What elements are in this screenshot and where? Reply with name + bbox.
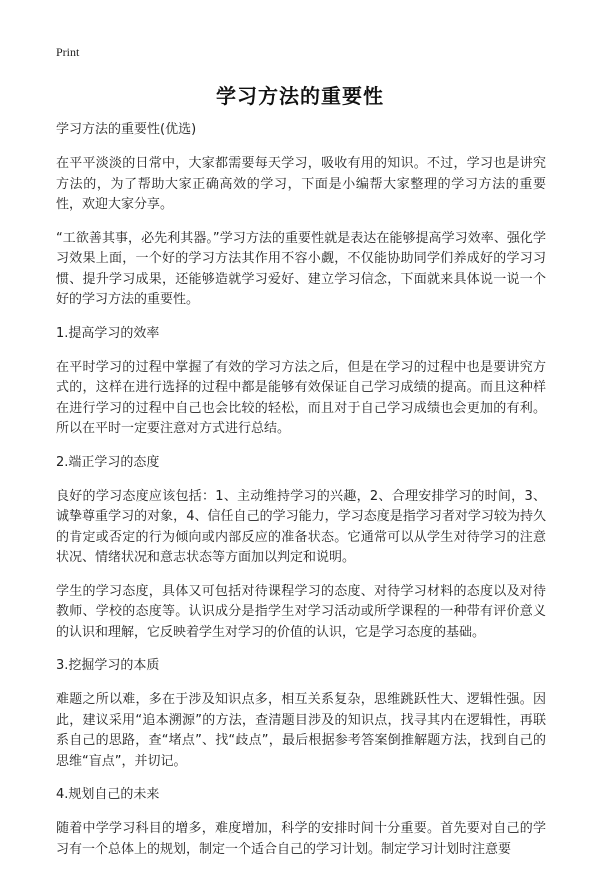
quote-paragraph: “工欲善其事，必先利其器。”学习方法的重要性就是表达在能够提高学习效率、强化学习效果上面，一个好的学习方法其作用不容小觑，不仅能协助同学们养成好的学习习惯、提升学习成果，还能够造就学习爱好、建立学习信念，下面就来具体说一说一个好的学习方法的重要性。 bbox=[56, 230, 546, 307]
section-heading-2: 2.端正学习的态度 bbox=[56, 454, 160, 470]
section-2-paragraph-2: 学生的学习态度，具体又可包括对待课程学习的态度、对待学习材料的态度以及对待教师、学校的态度等。认识成分是指学生对学习活动或所学课程的一种带有评价意义的认识和理解，它反映着学生对学习的价值的认识，它是学习态度的基础。 bbox=[56, 583, 546, 640]
section-1-paragraph-1: 在平时学习的过程中掌握了有效的学习方法之后，但是在学习的过程中也是要讲究方式的，这样在进行选择的过程中都是能够有效保证自己学习成绩的提高。而且这种样在进行学习的过程中自己也会比较的轻松，而且对于自己学习成绩也会更加的有利。所以在平时一定要注意对方式进行总结。 bbox=[56, 359, 546, 436]
intro-paragraph: 在平平淡淡的日常中，大家都需要每天学习，吸收有用的知识。不过，学习也是讲究方法的，为了帮助大家正确高效的学习，下面是小编帮大家整理的学习方法的重要性，欢迎大家分享。 bbox=[56, 156, 546, 212]
document-body bbox=[56, 120, 546, 873]
page-title: 学习方法的重要性 bbox=[216, 84, 384, 108]
section-2-paragraph-1: 良好的学习态度应该包括：1、主动维持学习的兴趣，2、合理安排学习的时间，3、诚挚尊重学习的对象，4、信任自己的学习能力，学习态度是指学习者对学习较为持久的肯定或否定的行为倾向或内部反应的准备状态。它通常可以从学生对待学习的注意状况、情绪状况和意志状态等方面加以判定和说明。 bbox=[56, 488, 546, 565]
section-heading-3: 3.挖掘学习的本质 bbox=[56, 658, 160, 673]
section-3-paragraph-1: 难题之所以难，多在于涉及知识点多，相互关系复杂，思维跳跃性大、逻辑性强。因此，建议采用“追本溯源”的方法，查清题目涉及的知识点，找寻其内在逻辑性，再联系自己的思路，查“堵点”、找“歧点”，最后根据参考答案倒推解题方法，找到自己的思维“盲点”，并切记。 bbox=[56, 692, 546, 769]
section-heading-1: 1.提高学习的效率 bbox=[56, 325, 160, 341]
section-heading-4: 4.规划自己的未来 bbox=[56, 787, 160, 802]
print-label: Print bbox=[56, 45, 80, 59]
section-4-paragraph-1: 随着中学学习科目的增多，难度增加，科学的安排时间十分重要。首先要对自己的学习有一个总体上的规划，制定一个适合自己的学习计划。制定学习计划时注意要 bbox=[56, 821, 546, 857]
document-subtitle: 学习方法的重要性(优选) bbox=[56, 122, 197, 137]
